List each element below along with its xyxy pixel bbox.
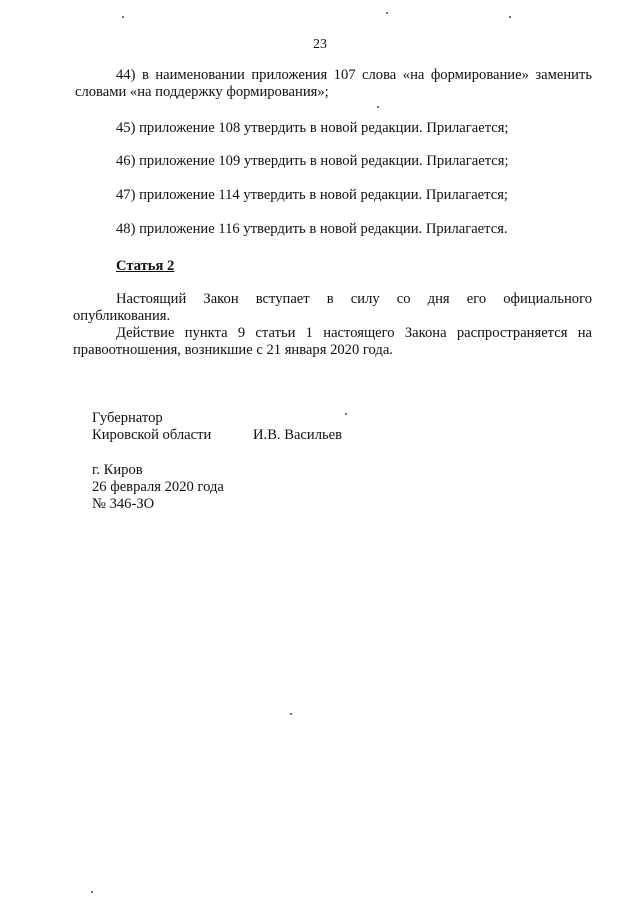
signature-title-line-2: Кировской области	[92, 427, 212, 443]
article-paragraph-2-line-2: правоотношения, возникшие с 21 января 2020 года.	[73, 342, 393, 358]
item-48: 48) приложение 116 утвердить в новой редакции. Прилагается.	[116, 221, 508, 237]
item-44-line-2: словами «на поддержку формирования»;	[75, 84, 329, 100]
scan-speck	[377, 106, 379, 108]
page-number: 23	[313, 37, 327, 52]
article-paragraph-1-line-2: опубликования.	[73, 308, 171, 324]
scan-speck	[509, 16, 511, 18]
footer-number: № 346-ЗО	[92, 496, 155, 512]
signature-title-line-1: Губернатор	[92, 410, 163, 426]
article-heading: Статья 2	[116, 258, 175, 274]
item-44-line-1: 44) в наименовании приложения 107 слова «на формирование» заменить	[116, 67, 592, 83]
scan-speck	[386, 12, 388, 14]
scan-speck	[345, 413, 347, 415]
footer-city: г. Киров	[92, 462, 143, 478]
scan-speck	[290, 713, 292, 715]
scan-speck	[91, 891, 93, 893]
footer-date: 26 февраля 2020 года	[92, 479, 224, 495]
item-47: 47) приложение 114 утвердить в новой редакции. Прилагается;	[116, 187, 508, 203]
article-paragraph-2-line-1: Действие пункта 9 статьи 1 настоящего Закона распространяется на	[116, 325, 592, 341]
item-46: 46) приложение 109 утвердить в новой редакции. Прилагается;	[116, 153, 509, 169]
scan-speck	[122, 16, 124, 18]
signature-name: И.В. Васильев	[253, 427, 343, 443]
article-paragraph-1-line-1: Настоящий Закон вступает в силу со дня его официального	[116, 291, 592, 307]
item-45: 45) приложение 108 утвердить в новой редакции. Прилагается;	[116, 120, 509, 136]
